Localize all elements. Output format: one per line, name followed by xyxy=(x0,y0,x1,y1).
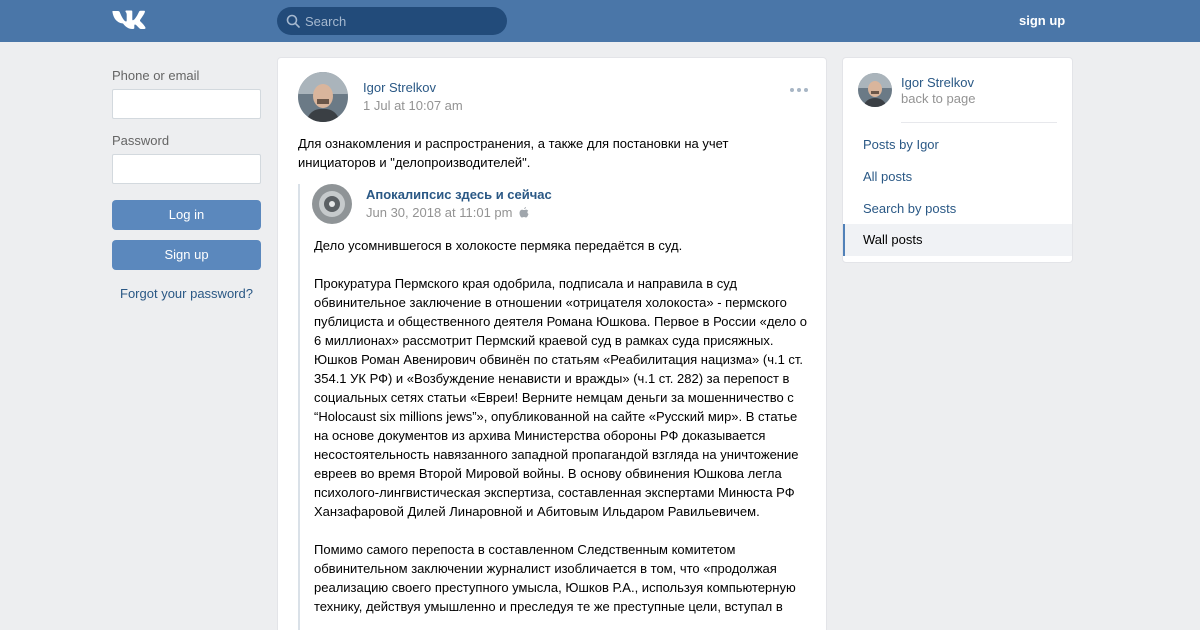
post-date[interactable]: 1 Jul at 10:07 am xyxy=(363,98,463,113)
sidebar-item-all-posts[interactable]: All posts xyxy=(863,169,913,184)
signup-button[interactable]: Sign up xyxy=(112,240,261,270)
phone-label: Phone or email xyxy=(112,68,200,83)
post-text: Для ознакомления и распространения, а также для постановки на учет инициаторов и "делопроизводителей". xyxy=(298,136,729,170)
back-to-page-link[interactable]: back to page xyxy=(901,91,976,106)
search-input[interactable] xyxy=(277,7,507,35)
repost-author[interactable]: Апокалипсис здесь и сейчас xyxy=(366,187,552,202)
sidebar-item-search-by-posts[interactable]: Search by posts xyxy=(863,201,957,216)
search-placeholder: Search xyxy=(305,14,347,29)
sidebar-profile-name[interactable]: Igor Strelkov xyxy=(901,75,974,90)
repost-body xyxy=(314,236,814,630)
header-signup-link[interactable]: sign up xyxy=(1019,13,1066,28)
login-button[interactable]: Log in xyxy=(112,200,261,230)
search-icon xyxy=(286,14,300,28)
sidebar-divider xyxy=(901,122,1057,123)
repost-block xyxy=(298,184,818,630)
wall-post xyxy=(277,57,827,630)
password-label: Password xyxy=(112,133,170,148)
top-header xyxy=(0,0,1200,42)
repost-date-text: Jun 30, 2018 at 11:01 pm xyxy=(366,205,513,220)
profile-sidebar xyxy=(842,57,1073,263)
sidebar-avatar[interactable] xyxy=(858,73,892,107)
password-input[interactable] xyxy=(112,154,261,184)
login-form xyxy=(112,68,261,301)
author-avatar[interactable] xyxy=(298,72,348,122)
repost-paragraph: Помимо самого перепоста в составленном Следственным комитетом обвинительном заключении журналист изобличается в том, что «продолжая реализацию своего преступного умысла, Юшков Р.А., используя компьютерную технику, действуя умышленно и преследуя те же преступные цели, вступал в xyxy=(314,542,796,614)
repost-paragraph: Дело усомнившегося в холокосте пермяка передаётся в суд. xyxy=(314,238,683,253)
phone-input[interactable] xyxy=(112,89,261,119)
more-options-icon[interactable] xyxy=(789,87,809,93)
repost-paragraph: Прокуратура Пермского края одобрила, подписала и направила в суд обвинительное заключение в отношении «отрицателя холокоста» - пермского публициста и общественного деятеля Романа Юшкова. Первое в России «дело о 6 миллионах» рассмотрит Пермский краевой суд в рамках суда присяжных. Юшков Роман Авенирович обвинён по статьям «Реабилитация нацизма» (ч.1 ст. 354.1 УК РФ) и «Возбуждение ненависти и вражды» (ч.1 ст. 282) за перепост в социальных сетях статьи «Евреи! Верните немцам деньги за мошенничество с “Holocaust six millions jews”», опубликованной на сайте «Русский мир». В статье на основе документов из архива Министерства обороны РФ доказывается несостоятельность навязанного западной пропагандой взгляда на уничтожение евреев во время Второй Мировой войны. В основу обвинения Юшкова легла психолого-лингвистическая экспертиза, составленная экспертами Минюста РФ Ханзафаровой Дилей Линаровной и Абитовым Ильдаром Равильевичем. xyxy=(314,276,808,519)
post-author[interactable]: Igor Strelkov xyxy=(363,80,436,95)
sidebar-item-label: Wall posts xyxy=(863,232,923,247)
repost-date[interactable] xyxy=(366,205,529,220)
vk-logo-icon[interactable] xyxy=(112,9,146,31)
sidebar-item-wall-posts[interactable] xyxy=(843,224,1072,256)
apple-icon xyxy=(519,207,529,218)
sidebar-item-posts-by-igor[interactable]: Posts by Igor xyxy=(863,137,939,152)
repost-avatar[interactable] xyxy=(312,184,352,224)
forgot-password-link[interactable]: Forgot your password? xyxy=(120,286,253,301)
